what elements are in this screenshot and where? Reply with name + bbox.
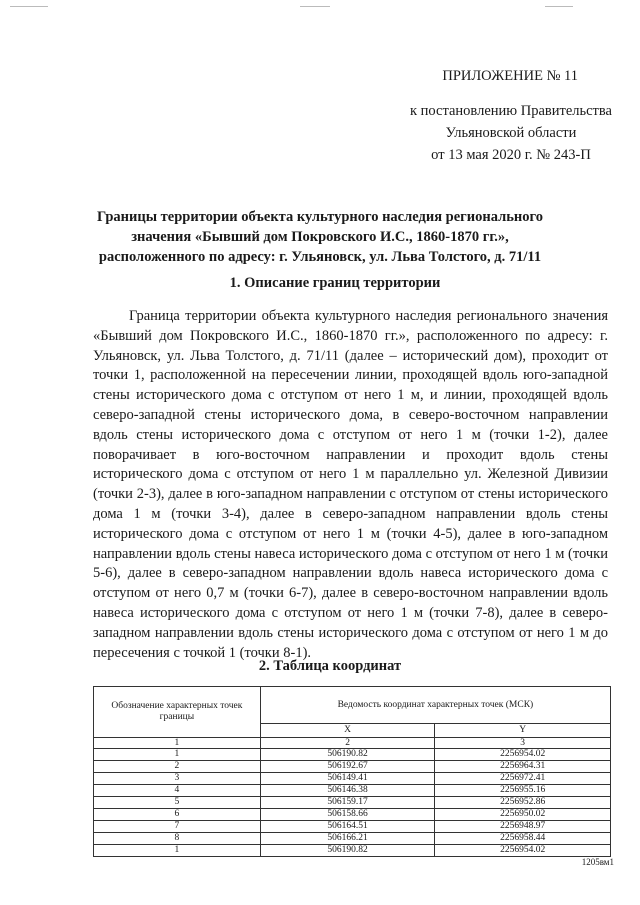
decree-line: Ульяновской области [445, 125, 577, 141]
point-number: 1 [94, 749, 261, 761]
point-number: 7 [94, 821, 261, 833]
title-line: расположенного по адресу: г. Ульяновск, ул. Льва Толстого, д. 71/11 [98, 249, 542, 265]
scan-artifact [10, 6, 48, 7]
table-row [94, 833, 611, 845]
decree-line: к постановлению Правительства [410, 103, 612, 119]
point-number: 3 [94, 773, 261, 785]
y-coordinate: 2256952.86 [435, 797, 611, 809]
x-coordinate: 506166.21 [260, 833, 435, 845]
y-coordinate: 2256948.97 [435, 821, 611, 833]
table-column-number-row [94, 738, 611, 749]
table-row [94, 821, 611, 833]
y-coordinate: 2256954.02 [435, 749, 611, 761]
point-number: 6 [94, 809, 261, 821]
boundary-description: Граница территории объекта культурного наследия регионального значения «Бывший дом Покровского И.С., 1860-1870 гг.», расположенного по адресу: г. Ульяновск, ул. Льва Толстого, д. 71/11 (далее – исторический дом), проходит от точки 1, расположенной на пересечении линии, проходящей вдоль юго-западной стены исторического дома с отступом от него 1 м, и линии, проходящей вдоль северо-западной стены исторического дома, в северо-восточном направлении вдоль стены исторического дома с отступом от него 1 м (точки 1-2), далее поворачивает в юго-восточном направлении и проходит вдоль стены исторического дома с отступом от него 1 м параллельно ул. Железной Дивизии (точки 2-3), далее в юго-западном направлении с отступом от стены исторического дома 1 м (точки 3-4), далее в северо-западном направлении вдоль стены исторического дома с отступом от него 1 м (точки 4-5), далее в юго-западном направлении вдоль стены навеса исторического дома с отступом от него 1 м (точки 5-6), далее в северо-западном направлении вдоль навеса исторического дома с отступом от него 0,7 м (точки 6-7), далее в северо-восточном направлении вдоль навеса исторического дома с отступом от него 1 м (точки 7-8), далее в северо-западном направлении вдоль стены исторического дома с отступом от него 1 м до пересечения с точкой 1 (точки 8-1). [93, 308, 608, 661]
x-coordinate: 506158.66 [260, 809, 435, 821]
x-coordinate: 506190.82 [260, 749, 435, 761]
table-row [94, 785, 611, 797]
title-line: Границы территории объекта культурного наследия регионального [97, 209, 543, 225]
y-coordinate: 2256955.16 [435, 785, 611, 797]
x-coordinate: 506192.67 [260, 761, 435, 773]
header-point-designation: Обозначение характерных точек границы [94, 687, 261, 738]
y-coordinate: 2256958.44 [435, 833, 611, 845]
coordinates-table [93, 686, 611, 857]
column-number: 3 [435, 738, 611, 749]
column-number: 1 [94, 738, 261, 749]
y-coordinate: 2256964.31 [435, 761, 611, 773]
x-coordinate: 506164.51 [260, 821, 435, 833]
title-line: значения «Бывший дом Покровского И.С., 1860-1870 гг.», [131, 229, 509, 245]
table-header-row [94, 687, 611, 724]
table-row [94, 797, 611, 809]
header-x: X [260, 724, 435, 738]
header-y: Y [435, 724, 611, 738]
column-number: 2 [260, 738, 435, 749]
header-coordinates: Ведомость координат характерных точек (МСК) [260, 687, 610, 724]
decree-reference [410, 100, 612, 166]
x-coordinate: 506149.41 [260, 773, 435, 785]
document-code: 1205вм1 [581, 857, 614, 867]
x-coordinate: 506159.17 [260, 797, 435, 809]
point-number: 1 [94, 845, 261, 857]
section-heading-description: 1. Описание границ территории [229, 275, 441, 291]
table-row [94, 773, 611, 785]
y-coordinate: 2256954.02 [435, 845, 611, 857]
table-row [94, 845, 611, 857]
x-coordinate: 506146.38 [260, 785, 435, 797]
document-title [0, 207, 640, 267]
x-coordinate: 506190.82 [260, 845, 435, 857]
point-number: 5 [94, 797, 261, 809]
y-coordinate: 2256950.02 [435, 809, 611, 821]
table-row [94, 749, 611, 761]
decree-line: от 13 мая 2020 г. № 243-П [431, 147, 591, 163]
point-number: 2 [94, 761, 261, 773]
y-coordinate: 2256972.41 [435, 773, 611, 785]
scan-artifact [545, 6, 573, 7]
appendix-label: ПРИЛОЖЕНИЕ № 11 [442, 68, 578, 84]
scan-artifact [300, 6, 330, 7]
point-number: 4 [94, 785, 261, 797]
point-number: 8 [94, 833, 261, 845]
section-heading-coordinates: 2. Таблица координат [258, 658, 402, 674]
table-row [94, 809, 611, 821]
table-row [94, 761, 611, 773]
